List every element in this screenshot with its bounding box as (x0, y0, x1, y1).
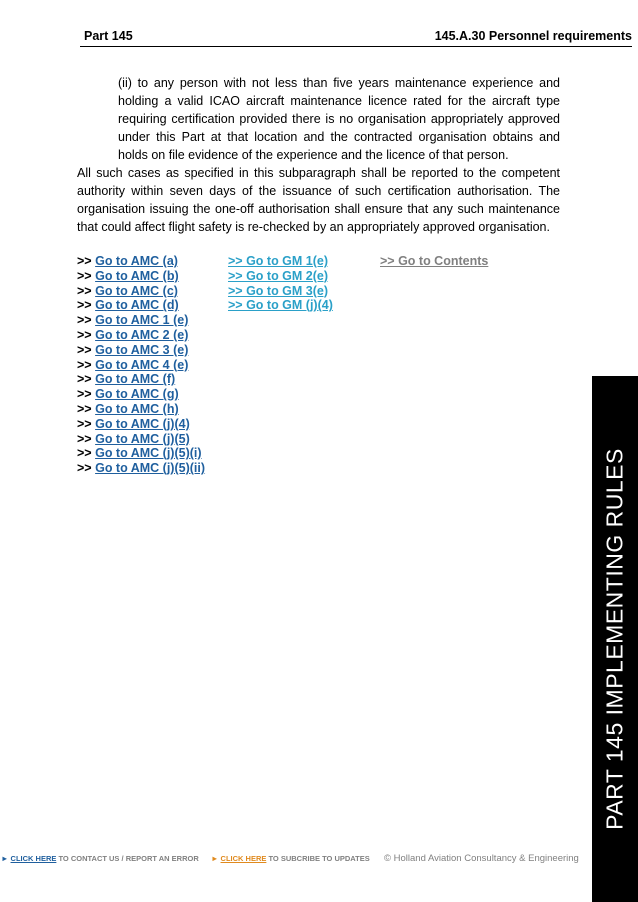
amc-link-b[interactable]: Go to AMC (b) (95, 268, 179, 283)
amc-link-row: >> Go to AMC 2 (e) (77, 327, 189, 342)
amc-link-row: >> Go to AMC (b) (77, 268, 179, 283)
reporting-paragraph: All such cases as specified in this subparagraph shall be reported to the competent authority within seven days of the issuance of such certification authorisation. The organisation issuing the one-off authorisation shall ensure that any such maintenance that could affect flight safety is re-checked by an appropriately approved organisation. (77, 166, 560, 234)
go-to-contents-link[interactable]: >> Go to Contents (380, 254, 489, 268)
amc-link-f[interactable]: Go to AMC (f) (95, 372, 176, 387)
side-banner-text: PART 145 IMPLEMENTING RULES (601, 448, 628, 830)
subscribe-text: TO SUBCRIBE TO UPDATES (268, 854, 370, 863)
gm-link-1e[interactable]: >> Go to GM 1(e) (228, 254, 329, 268)
amc-link-row: >> Go to AMC (c) (77, 283, 178, 298)
contact-text: TO CONTACT US / REPORT AN ERROR (58, 854, 199, 863)
gm-link-j4[interactable]: >> Go to GM (j)(4) (228, 298, 333, 313)
amc-link-row: >> Go to AMC (d) (77, 298, 179, 313)
subscribe-click-here-link[interactable]: CLICK HERE (220, 854, 267, 863)
amc-link-d[interactable]: Go to AMC (d) (95, 298, 179, 313)
amc-links-column (77, 254, 205, 476)
amc-link-j5i[interactable]: Go to AMC (j)(5)(i) (95, 446, 202, 461)
amc-link-2e[interactable]: Go to AMC 2 (e) (95, 327, 189, 342)
amc-link-g[interactable]: Go to AMC (g) (95, 387, 179, 402)
footer-copyright: © Holland Aviation Consultancy & Engineering (384, 853, 579, 864)
gm-link-3e[interactable]: >> Go to GM 3(e) (228, 283, 329, 298)
amc-link-row: >> Go to AMC (a) (77, 254, 178, 268)
amc-link-row: >> Go to AMC (j)(5)(ii) (77, 461, 206, 476)
gm-link-2e[interactable]: >> Go to GM 2(e) (228, 268, 329, 283)
amc-link-row: >> Go to AMC (h) (77, 401, 179, 416)
amc-link-j5ii[interactable]: Go to AMC (j)(5)(ii) (95, 461, 206, 476)
gm-links-column (228, 254, 333, 313)
header-part-title: Part 145 (84, 29, 133, 43)
amc-link-j5[interactable]: Go to AMC (j)(5) (95, 431, 190, 446)
amc-link-h[interactable]: Go to AMC (h) (95, 401, 179, 416)
header-section-title: 145.A.30 Personnel requirements (434, 29, 632, 43)
amc-link-4e[interactable]: Go to AMC 4 (e) (95, 357, 189, 372)
amc-link-row: >> Go to AMC (g) (77, 387, 179, 402)
amc-link-row: >> Go to AMC 1 (e) (77, 313, 189, 328)
amc-link-row: >> Go to AMC (j)(5)(i) (77, 446, 202, 461)
amc-link-row: >> Go to AMC (j)(4) (77, 416, 190, 431)
contents-link-column (380, 254, 488, 269)
side-banner (592, 376, 638, 902)
contact-click-here-link[interactable]: CLICK HERE (10, 854, 57, 863)
amc-link-c[interactable]: Go to AMC (c) (95, 283, 178, 298)
arrow-right-icon: ► (211, 854, 219, 863)
amc-link-row: >> Go to AMC (f) (77, 372, 176, 387)
page-header (80, 26, 632, 47)
arrow-right-icon: ► (1, 854, 9, 863)
amc-link-row: >> Go to AMC 4 (e) (77, 357, 189, 372)
indented-item-ii: (ii) to any person with not less than five years maintenance experience and holding a valid ICAO aircraft maintenance licence rated for the aircraft type requiring certification provided there is no organisation appropriately approved under this Part at that location and the contracted organisation obtains and holds on file evidence of the experience and the licence of that person. (118, 76, 560, 162)
footer-contact (1, 854, 199, 863)
amc-link-j4[interactable]: Go to AMC (j)(4) (95, 416, 190, 431)
footer-subscribe (211, 854, 370, 863)
amc-link-a[interactable]: Go to AMC (a) (95, 254, 178, 268)
amc-link-row: >> Go to AMC 3 (e) (77, 342, 189, 357)
amc-link-row: >> Go to AMC (j)(5) (77, 431, 190, 446)
amc-link-1e[interactable]: Go to AMC 1 (e) (95, 313, 189, 328)
amc-link-3e[interactable]: Go to AMC 3 (e) (95, 342, 189, 357)
